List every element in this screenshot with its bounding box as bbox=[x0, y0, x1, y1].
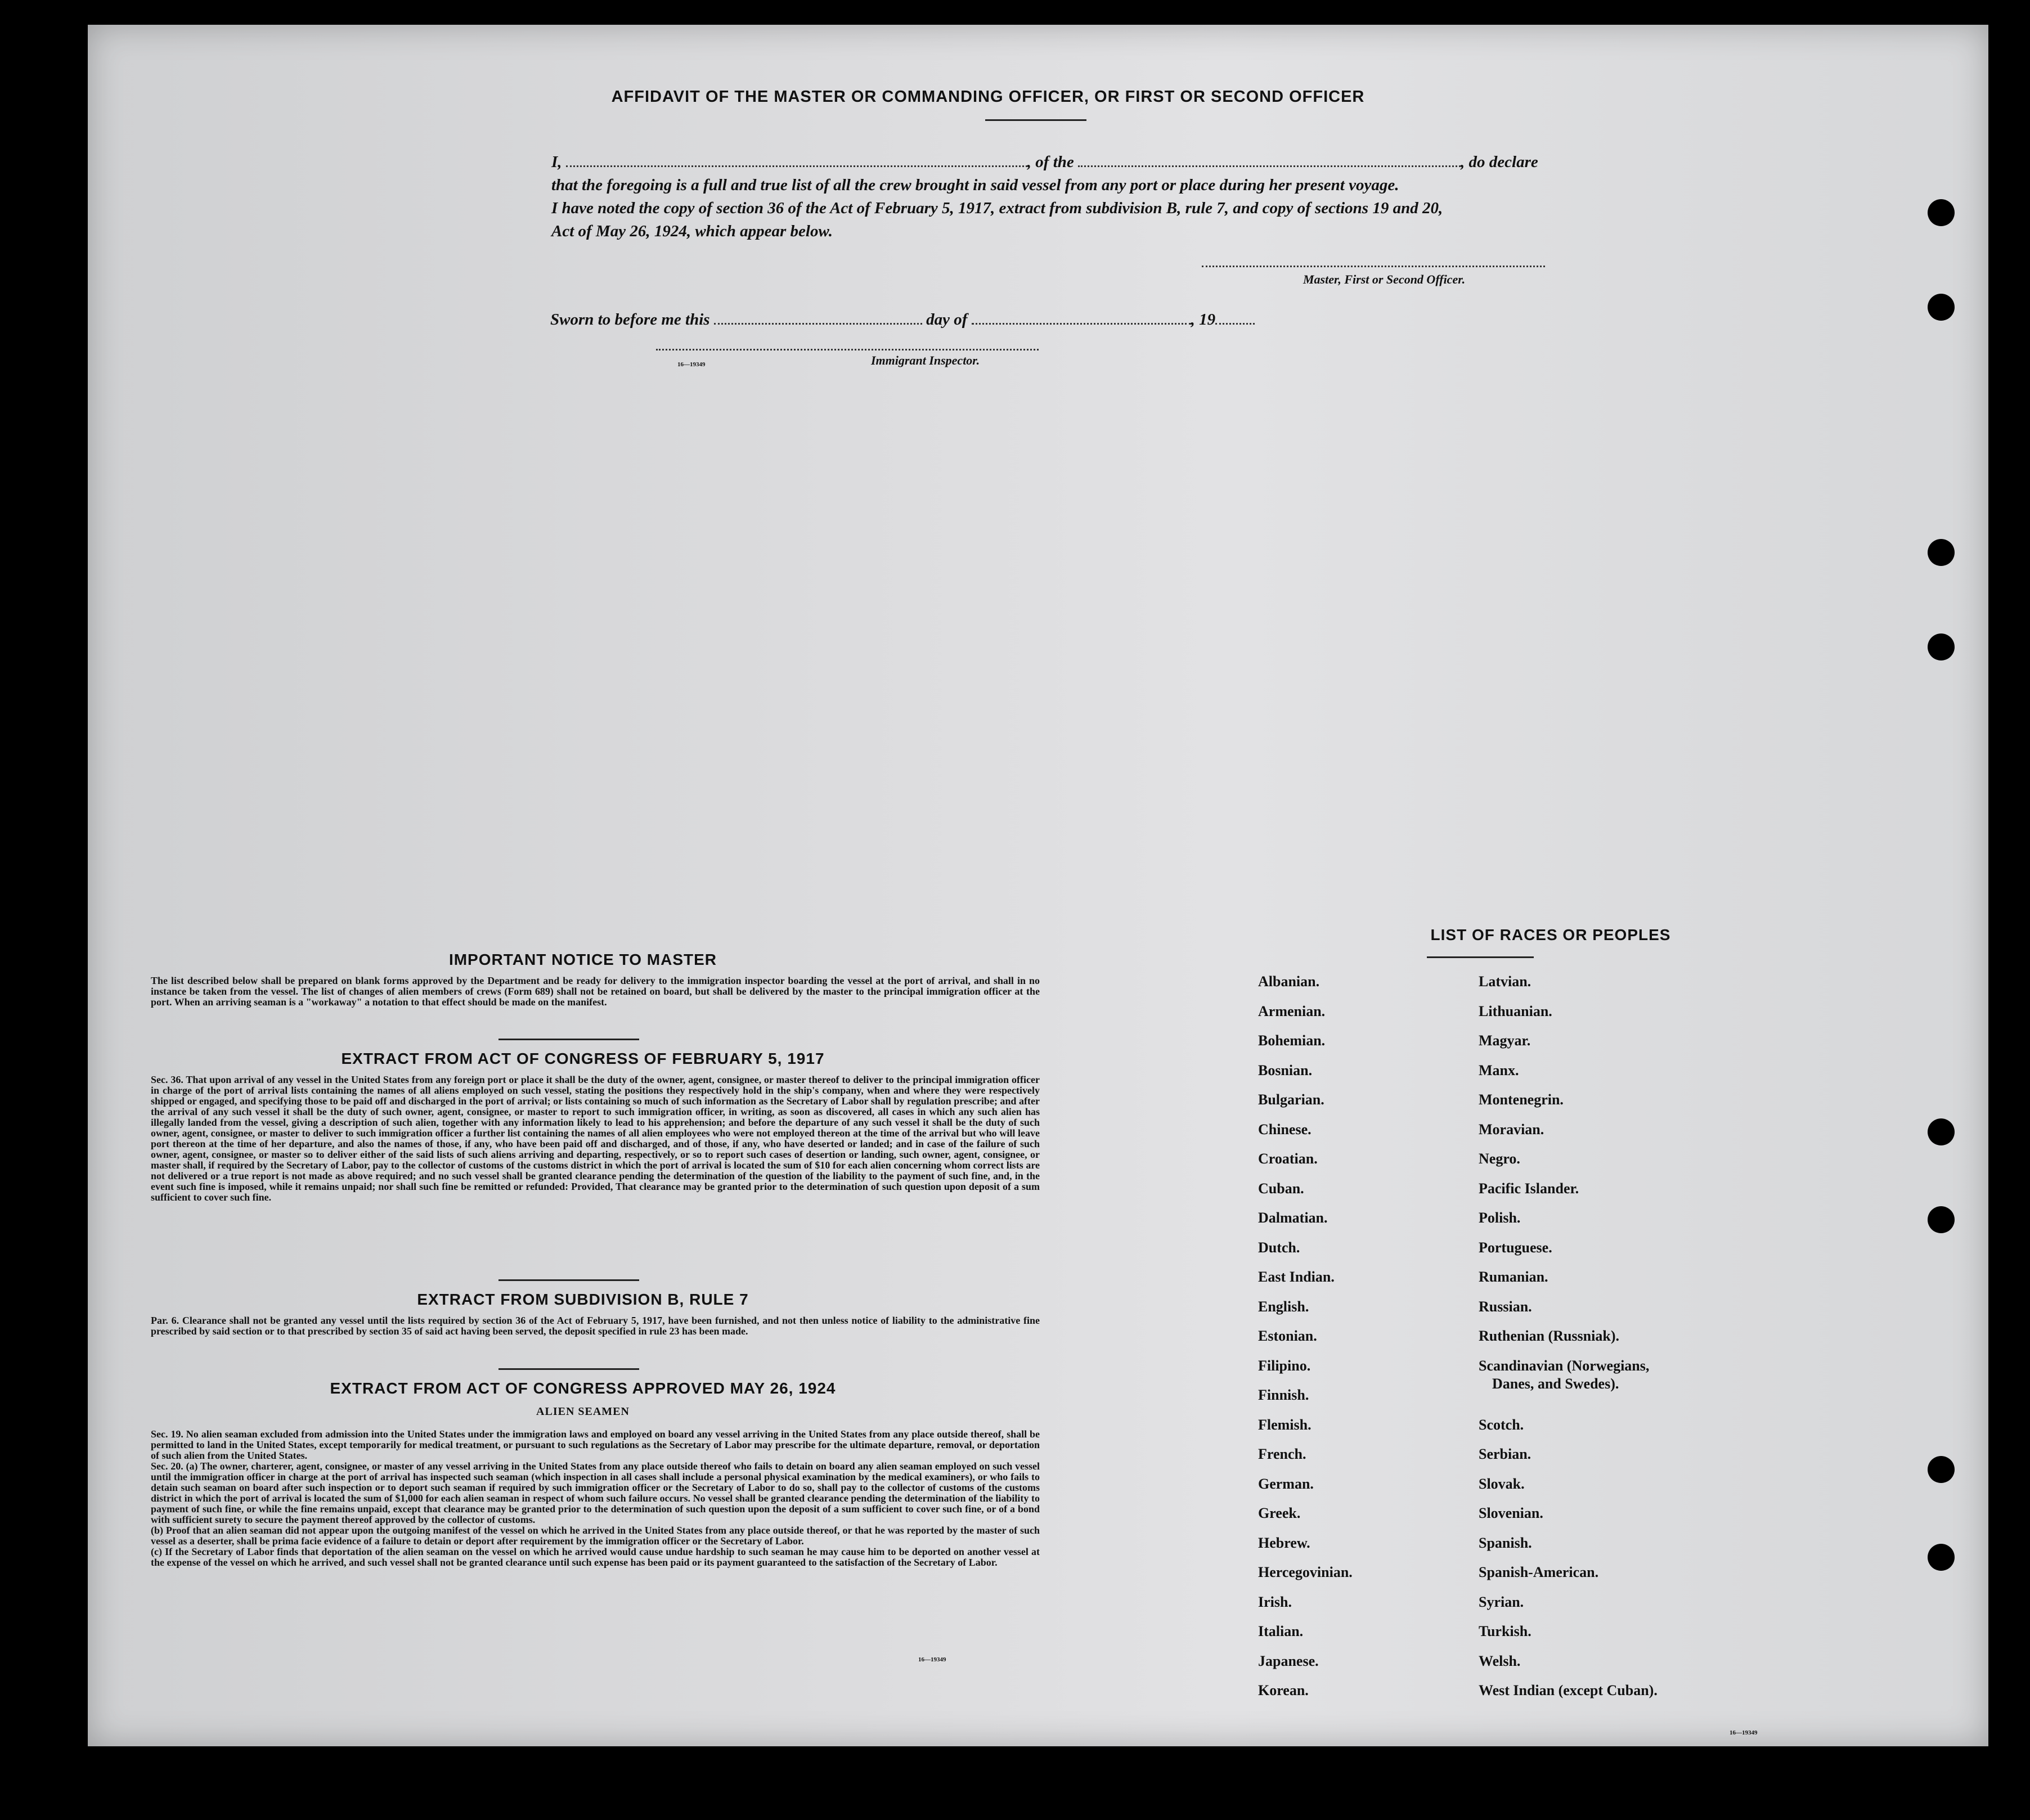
master-signature-line[interactable] bbox=[1202, 266, 1545, 267]
binder-hole bbox=[1928, 1118, 1955, 1145]
race-item: Russian. bbox=[1479, 1298, 1532, 1315]
race-item: Rumanian. bbox=[1479, 1269, 1548, 1285]
sworn-year-field[interactable] bbox=[1215, 323, 1255, 325]
alien-seamen-subtitle: ALIEN SEAMEN bbox=[536, 1405, 630, 1418]
races-column-2 bbox=[1479, 973, 1794, 1712]
affidavit-title: AFFIDAVIT OF THE MASTER OR COMMANDING OFFICER, OR FIRST OR SECOND OFFICER bbox=[611, 88, 1365, 106]
day-of-label: day of bbox=[926, 311, 968, 329]
race-item: Polish. bbox=[1479, 1210, 1521, 1226]
races-form-number: 16—19349 bbox=[1730, 1729, 1758, 1736]
race-item: Montenegrin. bbox=[1479, 1091, 1564, 1108]
race-item: Portuguese. bbox=[1479, 1239, 1552, 1256]
extract-1917-divider bbox=[498, 1279, 639, 1281]
sec-20c-text: (c) If the Secretary of Labor finds that deportation of the alien seaman on the vessel on which he arrived would cause undue hardship to such seaman he may cause him to be deported on another vessel at the expense of the vessel on which he arrived, and such vessel shall not be granted clearance until such expense has been paid or its payment guaranteed to the satisfaction of the Secretary of Labor. bbox=[151, 1546, 1040, 1568]
race-item: German. bbox=[1258, 1475, 1314, 1492]
race-item: Manx. bbox=[1479, 1062, 1519, 1078]
races-column-1 bbox=[1258, 973, 1466, 1712]
extract-1917-text: Sec. 36. That upon arrival of any vessel in the United States from any foreign port or place it shall be the duty of the owner, agent, consignee, or master thereof to deliver to the principal immigration officer in charge of the port of arrival lists containing the names of all aliens employed on such vessel, stating the positions they respectively hold in the ship's company, when and where they were respectively shipped or engaged, and specifying those to be paid off and discharged in the port of arrival; or lists containing so much of such information as the Secretary of Labor shall by regulation prescribe; and after the arrival of any such vessel it shall be the duty of such owner, agent, consignee, or master to report to such immigration officer, in writing, as soon as discovered, all cases in which any such alien has illegally landed from the vessel, giving a description of such alien, together with any information likely to lead to his apprehension; and before the departure of any such vessel it shall be the duty of such owner, agent, consignee, or master to deliver to such immigration officer a further list containing the names of all alien employees who were not employed thereon at the time of the arrival but who will leave port thereon at the time of her departure, and also the names of those, if any, who have been paid off and discharged, and of those, if any, who have deserted or landed; and in case of the failure of such owner, agent, consignee, or master so to deliver either of the said lists of such aliens arriving and departing, respectively, or so to report such cases of desertion or landing, such owner, agent, consignee, or master shall, if required by the Secretary of Labor, pay to the collector of customs of the customs district in which the port of arrival is located the sum of $10 for each alien concerning whom correct lists are not delivered or a true report is not made as above required; and no such vessel shall be granted clearance pending the determination of the question of the liability to the payment of such fine, and, in the event such fine is imposed, while it remains unpaid; nor shall such fine be remitted or refunded: Provided, That clearance may be granted prior to the determination of such question upon deposit of a sum sufficient to cover such fine. bbox=[151, 1074, 1040, 1203]
races-divider bbox=[1427, 956, 1534, 958]
race-item: Korean. bbox=[1258, 1682, 1309, 1698]
race-item: Bulgarian. bbox=[1258, 1091, 1324, 1108]
race-item: Dalmatian. bbox=[1258, 1210, 1328, 1226]
extract-1917-title: EXTRACT FROM ACT OF CONGRESS OF FEBRUARY 5, 1917 bbox=[341, 1050, 825, 1067]
race-item: West Indian (except Cuban). bbox=[1479, 1682, 1658, 1698]
races-title: LIST OF RACES OR PEOPLES bbox=[1430, 926, 1671, 943]
year-label: , 19 bbox=[1191, 311, 1216, 329]
race-item: Danes, and Swedes). bbox=[1492, 1375, 1619, 1392]
race-item: Italian. bbox=[1258, 1623, 1304, 1639]
race-item: Chinese. bbox=[1258, 1121, 1312, 1138]
affidavit-form-number: 16—19349 bbox=[677, 361, 706, 368]
master-signature-label: Master, First or Second Officer. bbox=[1303, 272, 1466, 286]
binder-hole bbox=[1928, 1456, 1955, 1483]
declaration-line-2: that the foregoing is a full and true list of all the crew brought in said vessel from any port or place during her present voyage. bbox=[551, 176, 1399, 194]
binder-hole bbox=[1928, 633, 1955, 660]
notice-text: The list described below shall be prepared on blank forms approved by the Department and be ready for delivery to the immigration inspector boarding the vessel at the port of arrival, and shall in no instance be taken from the vessel. The list of changes of alien members of crews (Form 689) shall not be retained on board, but shall be delivered by the master to the principal immigration officer at the port. When an arriving seaman is a "workaway" a notation to that effect should be made on the manifest. bbox=[151, 975, 1040, 1008]
race-item: Welsh. bbox=[1479, 1652, 1521, 1669]
race-item: Finnish. bbox=[1258, 1387, 1309, 1403]
extract-1924-body bbox=[151, 1429, 1040, 1568]
race-item: French. bbox=[1258, 1446, 1306, 1462]
race-item: Moravian. bbox=[1479, 1121, 1544, 1138]
extract-1924-title: EXTRACT FROM ACT OF CONGRESS APPROVED MAY 26, 1924 bbox=[330, 1379, 836, 1397]
sworn-label: Sworn to before me this bbox=[550, 311, 710, 329]
race-item: Armenian. bbox=[1258, 1003, 1326, 1019]
race-item: Negro. bbox=[1479, 1151, 1520, 1167]
declaration-line-4: Act of May 26, 1924, which appear below. bbox=[551, 222, 833, 240]
race-item: Slovenian. bbox=[1479, 1505, 1543, 1521]
race-item: Slovak. bbox=[1479, 1475, 1525, 1492]
declaration-line-3: I have noted the copy of section 36 of the Act of February 5, 1917, extract from subdivision B, rule 7, and copy of sections 19 and 20, bbox=[551, 199, 1443, 217]
declaration-block bbox=[551, 151, 1660, 243]
title-divider bbox=[985, 119, 1086, 121]
race-item: Dutch. bbox=[1258, 1239, 1300, 1256]
race-item: Irish. bbox=[1258, 1593, 1292, 1610]
race-item: English. bbox=[1258, 1298, 1309, 1315]
race-item: Croatian. bbox=[1258, 1151, 1318, 1167]
sworn-month-field[interactable] bbox=[972, 323, 1191, 325]
race-item: Syrian. bbox=[1479, 1593, 1524, 1610]
sec-20b-text: (b) Proof that an alien seaman did not appear upon the outgoing manifest of the vessel on which he arrived in the United States from any place outside thereof, or that he was reported by the master of such vessel as a deserter, shall be prima facie evidence of a failure to detain or deport after requirement by the immigration officer or the Secretary of Labor. bbox=[151, 1525, 1040, 1547]
race-item: Spanish-American. bbox=[1479, 1564, 1599, 1580]
inspector-signature-label: Immigrant Inspector. bbox=[871, 353, 980, 367]
race-item: Magyar. bbox=[1479, 1032, 1531, 1049]
inspector-signature-line[interactable] bbox=[656, 349, 1039, 350]
sworn-day-field[interactable] bbox=[714, 323, 922, 325]
sworn-line bbox=[550, 308, 1255, 331]
rule7-title: EXTRACT FROM SUBDIVISION B, RULE 7 bbox=[417, 1291, 749, 1308]
race-item: Flemish. bbox=[1258, 1416, 1312, 1433]
binder-hole bbox=[1928, 294, 1955, 321]
binder-hole bbox=[1928, 1206, 1955, 1233]
name-field[interactable] bbox=[566, 165, 1027, 167]
of-the-label: , of the bbox=[1027, 153, 1074, 171]
race-item: Serbian. bbox=[1479, 1446, 1532, 1462]
race-item: Hebrew. bbox=[1258, 1534, 1310, 1551]
binder-hole bbox=[1928, 539, 1955, 566]
race-item: Bohemian. bbox=[1258, 1032, 1326, 1049]
race-item: Spanish. bbox=[1479, 1534, 1532, 1551]
race-item: Estonian. bbox=[1258, 1328, 1317, 1344]
race-item: Turkish. bbox=[1479, 1623, 1532, 1639]
extract-form-number: 16—19349 bbox=[918, 1656, 946, 1663]
binder-hole bbox=[1928, 199, 1955, 226]
race-item: Filipino. bbox=[1258, 1357, 1311, 1374]
race-item: Albanian. bbox=[1258, 973, 1320, 990]
race-item: Japanese. bbox=[1258, 1652, 1319, 1669]
race-item: Pacific Islander. bbox=[1479, 1180, 1579, 1197]
notice-divider bbox=[498, 1039, 639, 1040]
rule7-divider bbox=[498, 1368, 639, 1370]
race-item: Bosnian. bbox=[1258, 1062, 1313, 1078]
race-item: East Indian. bbox=[1258, 1269, 1335, 1285]
sec-19-text: Sec. 19. No alien seaman excluded from admission into the United States under the immigration laws and employed on board any vessel arriving in the United States from any place outside thereof, shall be permitted to land in the United States, except temporarily for medical treatment, or pursuant to such regulations as the Secretary of Labor may prescribe for the ultimate departure, removal, or deportation of such alien from the United States. bbox=[151, 1428, 1040, 1461]
race-item: Lithuanian. bbox=[1479, 1003, 1552, 1019]
rule7-text: Par. 6. Clearance shall not be granted any vessel until the lists required by section 36 of the Act of February 5, 1917, have been furnished, and not then unless notice of liability to the administrative fine prescribed by said section or to that prescribed by section 35 of said act having been served, the deposit specified in rule 23 has been made. bbox=[151, 1315, 1040, 1337]
document-page bbox=[88, 25, 1988, 1746]
binder-hole bbox=[1928, 1544, 1955, 1571]
race-item: Cuban. bbox=[1258, 1180, 1304, 1197]
i-label: I, bbox=[551, 153, 562, 171]
notice-title: IMPORTANT NOTICE TO MASTER bbox=[448, 951, 717, 968]
race-item: Latvian. bbox=[1479, 973, 1532, 990]
race-item: Greek. bbox=[1258, 1505, 1301, 1521]
race-item: Hercegovinian. bbox=[1258, 1564, 1353, 1580]
race-item: Scandinavian (Norwegians, bbox=[1479, 1357, 1650, 1374]
race-item: Ruthenian (Russniak). bbox=[1479, 1328, 1619, 1344]
vessel-field[interactable] bbox=[1078, 165, 1461, 167]
do-declare-label: , do declare bbox=[1461, 153, 1538, 171]
sec-20a-text: Sec. 20. (a) The owner, charterer, agent, consignee, or master of any vessel arriving in the United States from any place outside thereof who fails to detain on board any alien seaman employed on such vessel until the immigration officer in charge at the port of arrival has inspected such seaman (which inspection in all cases shall include a personal physical examination by the medical examiners), or who fails to detain such seaman on board after such inspection or to deport such seaman if required by such immigration officer or the Secretary of Labor to do so, shall pay to the collector of customs of the customs district in which the port of arrival is located the sum of $1,000 for each alien seaman in respect of whom such failure occurs. No vessel shall be granted clearance pending the determination of the liability to payment of such fine, or while the fine remains unpaid, except that clearance may be granted prior to the determination of such question upon the deposit of a sum sufficient to cover such fine, or of a bond with sufficient surety to secure the payment thereof approved by the collector of customs. bbox=[151, 1461, 1040, 1525]
race-item: Scotch. bbox=[1479, 1416, 1524, 1433]
